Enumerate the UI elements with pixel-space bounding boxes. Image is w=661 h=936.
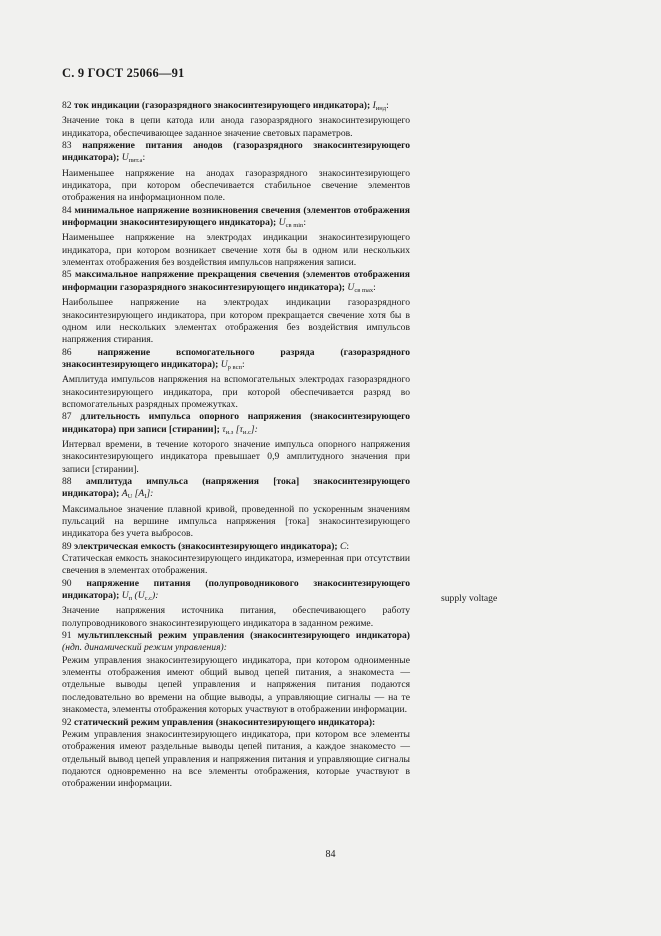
term-title: электрическая емкость (знакосинтезирующего индикатора);	[74, 540, 338, 552]
term-number: 85	[62, 269, 72, 281]
term-symbol: $U_{св max}$	[347, 281, 374, 294]
term-title: амплитуда импульса (напряжения [тока] знакосинтезирующего индикатора);	[62, 475, 411, 500]
term-entry-89	[62, 541, 410, 578]
term-heading: 84 минимальное напряжение возникновения свечения (элементов отображения информации знакосинтезирующего индикатора); $U_{св min}$:	[62, 204, 410, 230]
term-symbol: $\tau_{и.з}$ $[\tau_{и.с}]$:	[222, 423, 258, 436]
term-title: напряжение питания анодов (газоразрядного знакосинтезирующего индикатора);	[62, 140, 410, 164]
term-entry-86	[62, 347, 410, 412]
term-symbol: $I_{инд}$	[372, 100, 387, 112]
term-entry-83	[62, 140, 410, 205]
term-entry-88	[62, 476, 410, 541]
term-heading	[62, 476, 410, 504]
page-number: 84	[325, 849, 336, 860]
term-entry-85	[62, 269, 410, 346]
term-entry-87	[62, 411, 410, 476]
term-title: длительность импульса опорного напряжения (знакосинтезирующего индикатора) при записи [стирании];	[62, 411, 410, 435]
term-number: 82	[62, 100, 72, 111]
term-symbol: C	[340, 540, 347, 552]
term-heading	[62, 411, 410, 439]
term-symbol: $A_U$ $[A_I]$:	[121, 488, 154, 501]
term-number: 84	[62, 204, 72, 216]
term-entry-84	[62, 205, 410, 270]
term-title: мультиплексный режим управления (знакосинтезирующего индикатора)	[77, 630, 411, 642]
term-heading	[62, 717, 410, 729]
term-definition: Наименьшее напряжение на анодах газоразрядного знакосинтезирующего индикатора, при котором обеспечивается стабильное свечение элементов отображения на информационном поле.	[62, 167, 410, 204]
term-symbol: $U_{р всп}$	[220, 358, 242, 371]
term-heading: 86 напряжение вспомогательного разряда (газоразрядного знакосинтезирующего индикатора); $U_{р всп}$:	[62, 346, 410, 371]
terms-list	[62, 100, 410, 791]
term-definition: Режим управления знакосинтезирующего индикатора, при котором все элементы отображения имеют раздельные выводы цепей питания, а каждое знакоместо — отдельный вывод цепей управления и напряжения питания и управляющие сигналы подаются одновременно на все элементы отображения, которые участвуют в отображении информации.	[62, 728, 410, 790]
term-heading: 82 ток индикации (газоразрядного знакосинтезирующего индикатора); $I_{инд}$:	[62, 100, 389, 112]
term-definition: Режим управления знакосинтезирующего индикатора, при котором одноименные элементы отображения имеют общий вывод цепей питания, а знакоместа — отдельные выводы цепей управления и напряжения питания подаются последовательно во времени на общие выводы, а управляющие сигналы — на те знакоместа, элементы отображения которых участвуют в отображении информации.	[62, 654, 410, 716]
term-number: 91	[62, 630, 72, 642]
term-title: максимальное напряжение прекращения свечения (элементов отображения информации газоразрядного знакосинтезирующего индикатора);	[62, 269, 410, 293]
term-entry-91	[62, 630, 410, 716]
term-title: статический режим управления (знакосинтезирующего индикатора):	[74, 716, 376, 728]
page-header: С. 9 ГОСТ 25066—91	[62, 66, 185, 80]
term-title: напряжение вспомогательного разряда (газоразрядного знакосинтезирующего индикатора);	[62, 346, 410, 370]
term-heading	[62, 578, 410, 606]
term-number: 88	[62, 475, 72, 487]
term-number: 89	[62, 540, 72, 552]
term-definition: Статическая емкость знакосинтезирующего индикатора, измеренная при отсутствии свечения в элементах отображения.	[62, 553, 410, 577]
term-number: 87	[62, 411, 72, 423]
term-title: напряжение питания (полупроводникового знакосинтезирующего индикатора);	[62, 577, 410, 602]
term-definition: Амплитуда импульсов напряжения на вспомогательных электродах газоразрядного знакосинтезирующего индикатора, при которой обеспечивается разряд во вспомогательных разрядных промежутках.	[62, 374, 410, 410]
term-title: ток индикации (газоразрядного знакосинтезирующего индикатора);	[74, 100, 371, 111]
term-symbol: $U_п$ $(U_{с.с})$:	[121, 590, 159, 603]
term-number: 92	[62, 716, 72, 728]
term-entry-82	[62, 100, 410, 140]
term-deprecated-note: (ндп. динамический режим управления):	[62, 642, 227, 654]
term-symbol: $U_{пит.а}$	[121, 152, 143, 165]
term-number: 90	[62, 577, 72, 589]
term-number: 86	[62, 346, 72, 358]
term-heading: 85 максимальное напряжение прекращения свечения (элементов отображения информации газоразрядного знакосинтезирующего индикатора); $U_{св max}$:	[62, 269, 410, 294]
term-definition: Значение напряжения источника питания, обеспечивающего работу полупроводникового знакосинтезирующего индикатора в заданном режиме.	[62, 605, 410, 629]
term-heading	[62, 630, 410, 655]
term-definition: Максимальное значение плавной кривой, проведенной по ускоренным значениям пульсаций на вершине импульса напряжения [тока] знакосинтезирующего индикатора без учета выбросов.	[62, 503, 410, 540]
term-number: 83	[62, 140, 72, 152]
term-definition: Значение тока в цепи катода или анода газоразрядного знакосинтезирующего индикатора, обеспечивающее заданное значение световых параметров.	[62, 115, 410, 139]
term-definition: Наименьшее напряжение на электродах индикации знакосинтезирующего индикатора, при котором возникает свечение хотя бы в одном или нескольких элементах отображения без воздействия импульсов напряжения записи.	[62, 232, 410, 269]
term-entry-90	[62, 578, 410, 630]
term-entry-92	[62, 717, 410, 791]
english-equivalent-note: supply voltage	[441, 593, 498, 604]
term-definition: Интервал времени, в течение которого значение импульса опорного напряжения знакосинтезирующего индикатора превышает 0,9 амплитудного значения при записи [стирании].	[62, 438, 410, 475]
term-definition: Наибольшее напряжение на электродах индикации газоразрядного знакосинтезирующего индикатора, при котором прекращается свечение хотя бы в одном или нескольких элементах отображения без воздействия импульсов напряжения стирания.	[62, 297, 410, 346]
term-symbol: $U_{св min}$	[278, 217, 304, 230]
term-title: минимальное напряжение возникновения свечения (элементов отображения информации знакосинтезирующего индикатора);	[62, 204, 410, 229]
term-heading: 89 электрическая емкость (знакосинтезирующего индикатора); C:	[62, 540, 350, 552]
term-heading: 83 напряжение питания анодов (газоразрядного знакосинтезирующего индикатора); $U_{пит.а}$:	[62, 140, 410, 165]
